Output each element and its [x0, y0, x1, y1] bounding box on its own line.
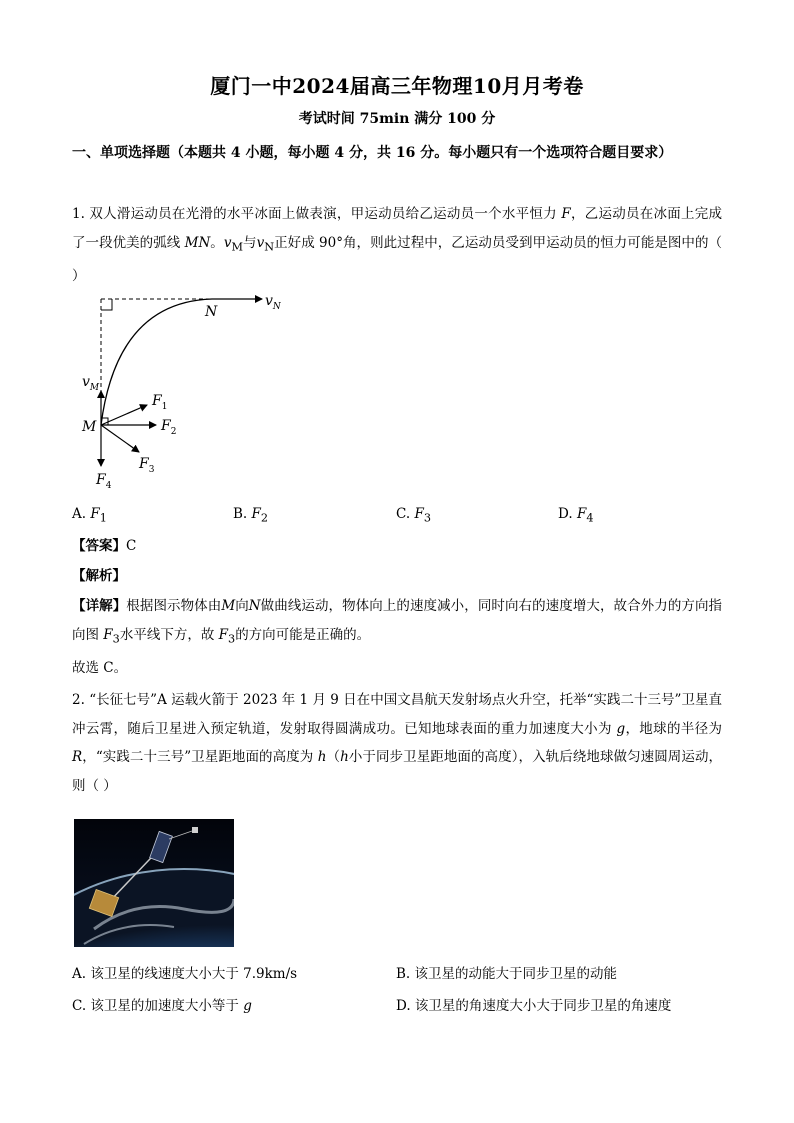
- force-diagram: [72, 288, 302, 498]
- q2-option-c[interactable]: C. 该卫星的加速度大小等于 g: [72, 998, 252, 1014]
- q1-option-a[interactable]: A. $F_1$: [72, 506, 107, 525]
- q1-detail: 【详解】根据图示物体由M向N做曲线运动，物体向上的速度减小，同时向右的速度增大，故合外力的方向指向图 $F_3$水平线下方，故 $F_3$的方向可能是正确的。: [72, 598, 723, 646]
- question-2-text: 2. “长征七号”A 运载火箭于 2023 年 1 月 9 日在中国文昌航天发射场点火升空，托举“实践二十三号”卫星直冲云霄，随后卫星进入预定轨道，发射取得圆满成功。已知地球表面的重力加速度大小为 g，地球的半径为 R，“实践二十三号”卫星距地面的高度为 h（h小于同步卫星距地面的高度），入轨后绕地球做匀速圆周运动，则（ ）: [72, 692, 723, 794]
- section-heading: 一、单项选择题（本题共 4 小题，每小题 4 分，共 16 分。每小题只有一个选项符合题目要求）: [72, 145, 673, 161]
- label-M: M: [82, 419, 97, 435]
- q1-analysis-tag: 【解析】: [72, 568, 126, 584]
- q2-option-a[interactable]: A. 该卫星的线速度大小大于 7.9km/s: [72, 966, 298, 982]
- q2-option-d[interactable]: D. 该卫星的角速度大小大于同步卫星的角速度: [396, 998, 672, 1014]
- label-F1: $F_1$: [152, 393, 168, 412]
- F3-arrow: [101, 425, 139, 452]
- label-F2: $F_2$: [161, 418, 177, 437]
- q2-option-b[interactable]: B. 该卫星的动能大于同步卫星的动能: [396, 966, 618, 982]
- label-N: N: [205, 304, 218, 320]
- q1-option-b[interactable]: B. $F_2$: [233, 506, 269, 525]
- q1-answer: 【答案】C: [72, 538, 137, 554]
- label-vM: $v_M$: [82, 374, 100, 393]
- right-angle-top: [101, 299, 112, 310]
- exam-subtitle: 考试时间 75min 满分 100 分: [298, 111, 496, 127]
- q1-conclusion: 故选 C。: [72, 660, 128, 676]
- q1-option-d[interactable]: D. $F_4$: [558, 506, 594, 525]
- exam-title: 厦门一中2024届高三年物理10月月考卷: [210, 74, 584, 98]
- question-1-text: 1. 双人滑运动员在光滑的水平冰面上做表演，甲运动员给乙运动员一个水平恒力 F，乙运动员在冰面上完成了一段优美的弧线 MN。$v_M$与$v_N$正好成 90°角，则此过程中，乙运动员受到甲运动员的恒力可能是图中的（ ）: [72, 206, 723, 284]
- F1-arrow: [101, 405, 147, 425]
- label-vN: $v_N$: [265, 293, 281, 312]
- satellite-photo: [74, 819, 234, 947]
- q1-option-c[interactable]: C. $F_3$: [396, 506, 431, 525]
- label-F4: $F_4$: [96, 472, 112, 491]
- label-F3: $F_3$: [139, 456, 155, 475]
